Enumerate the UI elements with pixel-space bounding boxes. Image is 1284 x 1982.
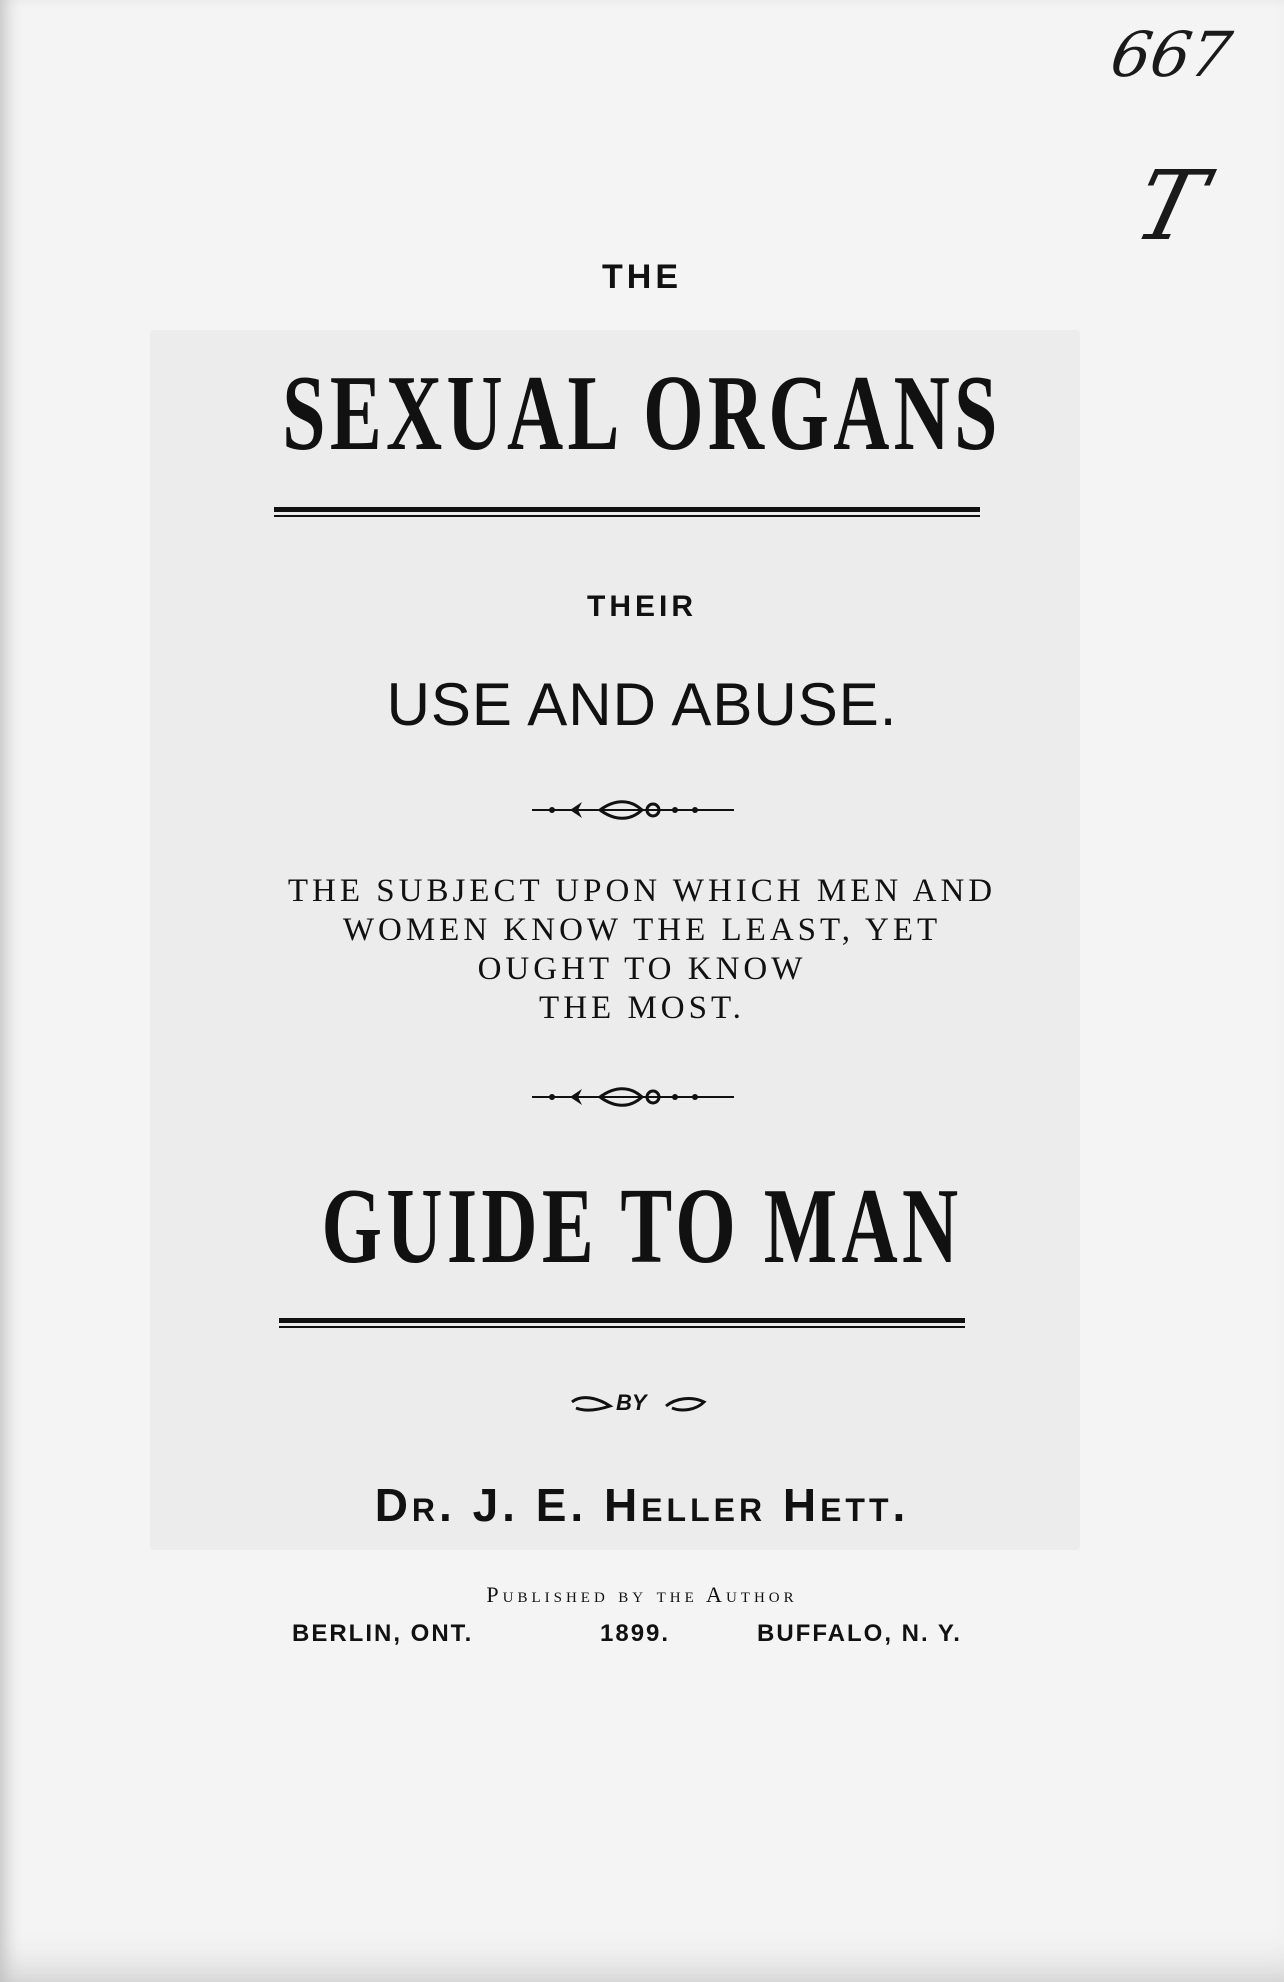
subject-statement <box>0 872 1284 1028</box>
imprint-city-right: BUFFALO, N. Y. <box>757 1620 962 1647</box>
imprint-city-left: BERLIN, ONT. <box>292 1620 474 1647</box>
left-flourish-icon <box>568 1390 614 1420</box>
guide-double-rule <box>279 1318 965 1323</box>
handwritten-letter: T <box>1124 150 1216 262</box>
author-name: Dr. J. E. Heller Hett. <box>374 1479 910 1531</box>
ornament-divider-icon <box>530 795 736 825</box>
handwritten-number: 667 <box>1105 18 1237 91</box>
ornament-divider-icon <box>530 1082 736 1112</box>
title-their: THEIR <box>587 590 697 623</box>
subject-line: THE MOST. <box>539 990 745 1026</box>
guide-title: GUIDE TO MAN <box>321 1167 963 1286</box>
title-article: THE <box>602 258 682 296</box>
main-title: SEXUAL ORGANS <box>282 354 1002 473</box>
subject-line: THE SUBJECT UPON WHICH MEN AND <box>287 873 997 909</box>
published-by-line: Published by the Author <box>486 1582 798 1607</box>
subject-line: WOMEN KNOW THE LEAST, YET <box>342 912 942 948</box>
subject-line: OUGHT TO KNOW <box>477 951 807 987</box>
title-use-and-abuse: USE AND ABUSE. <box>386 671 898 738</box>
right-flourish-icon <box>662 1390 708 1420</box>
imprint-year: 1899. <box>600 1620 671 1647</box>
by-ornament <box>568 1390 708 1420</box>
title-double-rule <box>274 507 980 512</box>
by-label: BY <box>616 1390 647 1415</box>
